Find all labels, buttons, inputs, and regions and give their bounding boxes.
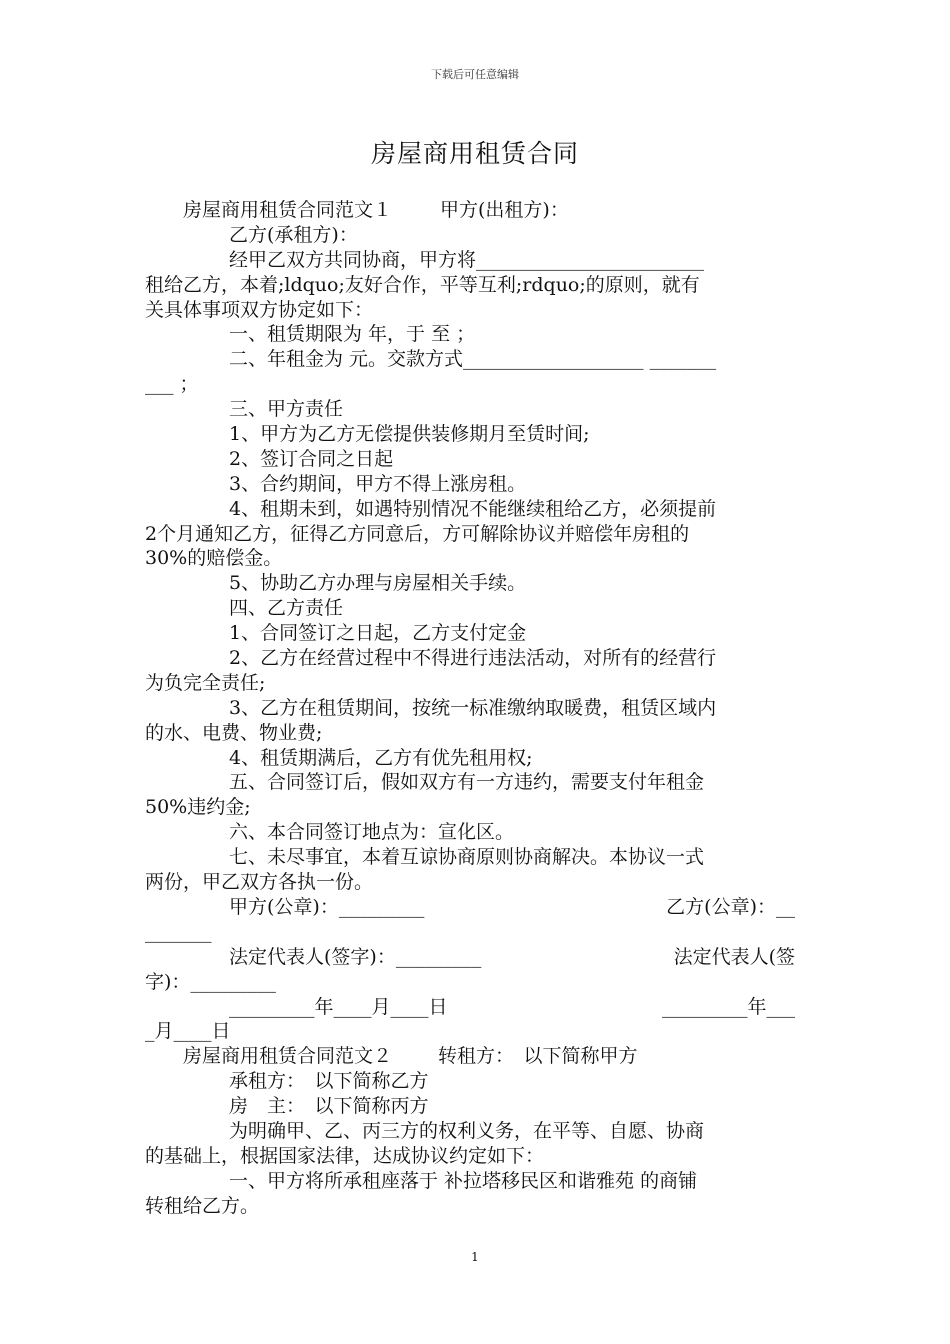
party-b-date-continued: _月____日 — [145, 1020, 231, 1043]
clause-4-item-3-line-2: 的水、电费、物业费; — [145, 721, 323, 744]
signature-line — [145, 895, 795, 920]
intro-line-1: 经甲乙双方共同协商，甲方将________________________ — [229, 248, 705, 271]
party-a-seal: 甲方(公章)：_________ — [229, 895, 425, 918]
clause-4-heading: 四、乙方责任 — [229, 597, 344, 620]
clause-3-item-1: 1、甲方为乙方无偿提供装修期月至赁时间; — [229, 423, 590, 446]
clause-4-item-1: 1、合同签订之日起，乙方支付定金 — [229, 622, 527, 645]
clause-4-item-2-line-2: 为负完全责任; — [145, 671, 266, 694]
clause-3-item-4-line-1: 4、租期未到，如遇特别情况不能继续租给乙方，必须提前 — [229, 497, 717, 520]
party-b-representative: 法定代表人(签 — [673, 945, 795, 968]
clause-4-item-3-line-1: 3、乙方在租赁期间，按统一标准缴纳取暖费，租赁区域内 — [229, 696, 717, 719]
header-note: 下载后可任意编辑 — [431, 68, 519, 81]
party-b-label: 乙方(承租方)： — [229, 223, 358, 246]
clause-3-item-2: 2、签订合同之日起 — [229, 447, 394, 470]
party-b-representative-continued: 字)：_________ — [145, 970, 276, 993]
clause-5-line-2: 50%违约金; — [145, 796, 251, 819]
clause-2-line-1: 二、年租金为 元。交款方式___________________ _______ — [229, 348, 717, 371]
document-body — [145, 198, 795, 1219]
party-a-representative: 法定代表人(签字)：_________ — [229, 945, 482, 968]
clause-7-line-2: 两份，甲乙双方各执一份。 — [145, 871, 374, 894]
representative-line — [145, 945, 795, 970]
party-a-date: _________年____月____日 — [229, 995, 448, 1018]
sublessor-label: 转租方： 以下简称甲方 — [438, 1045, 638, 1068]
party-b-date: _________年___ — [661, 995, 795, 1018]
clause-3-item-5: 5、协助乙方办理与房屋相关手续。 — [229, 572, 527, 595]
clause-3-item-4-line-2: 2个月通知乙方，征得乙方同意后，方可解除协议并赔偿年房租的 — [145, 522, 690, 545]
party-b-seal-continued: _______ — [145, 920, 212, 943]
party-a-label: 甲方(出租方)： — [440, 199, 569, 221]
clause-6: 六、本合同签订地点为：宣化区。 — [229, 821, 515, 844]
clause-7-line-1: 七、未尽事宜，本着互谅协商原则协商解决。本协议一式 — [229, 846, 705, 869]
sample2-clause-1-line-1: 一、甲方将所承租座落于 补拉塔移民区和谐雅苑 的商铺 — [229, 1169, 698, 1192]
document-title: 房屋商用租赁合同 — [370, 139, 579, 168]
intro-line-3: 关具体事项双方协定如下： — [145, 298, 374, 321]
clause-3-item-3: 3、合约期间，甲方不得上涨房租。 — [229, 472, 527, 495]
sample2-clause-1-line-2: 转租给乙方。 — [145, 1194, 260, 1217]
sample1-heading-line — [145, 198, 795, 223]
clause-4-item-2-line-1: 2、乙方在经营过程中不得进行违法活动，对所有的经营行 — [229, 647, 717, 670]
clause-1: 一、租赁期限为 年，于 至 ； — [229, 323, 476, 346]
clause-2-line-2: ___ ； — [145, 373, 199, 396]
clause-3-heading: 三、甲方责任 — [229, 398, 344, 421]
sample2-intro-line-2: 的基础上，根据国家法律，达成协议约定如下： — [145, 1144, 545, 1167]
clause-4-item-4: 4、租赁期满后，乙方有优先租用权; — [229, 746, 533, 769]
clause-3-item-4-line-3: 30%的赔偿金。 — [145, 547, 283, 570]
sample1-heading: 房屋商用租赁合同范文１ — [183, 199, 393, 221]
page-number: 1 — [471, 1250, 479, 1264]
date-line — [145, 995, 795, 1020]
intro-line-2: 租给乙方，本着;ldquo;友好合作，平等互利;rdquo;的原则，就有 — [145, 273, 700, 296]
sample2-intro-line-1: 为明确甲、乙、丙三方的权利义务，在平等、自愿、协商 — [229, 1119, 705, 1142]
sample2-heading-line — [145, 1044, 795, 1069]
clause-5-line-1: 五、合同签订后，假如双方有一方违约，需要支付年租金 — [229, 771, 705, 794]
sample2-heading: 房屋商用租赁合同范文２ — [183, 1045, 393, 1068]
lessee-label: 承租方： 以下简称乙方 — [229, 1070, 429, 1093]
party-b-seal: 乙方(公章)：__ — [666, 895, 795, 918]
owner-label: 房 主： 以下简称丙方 — [229, 1095, 429, 1118]
